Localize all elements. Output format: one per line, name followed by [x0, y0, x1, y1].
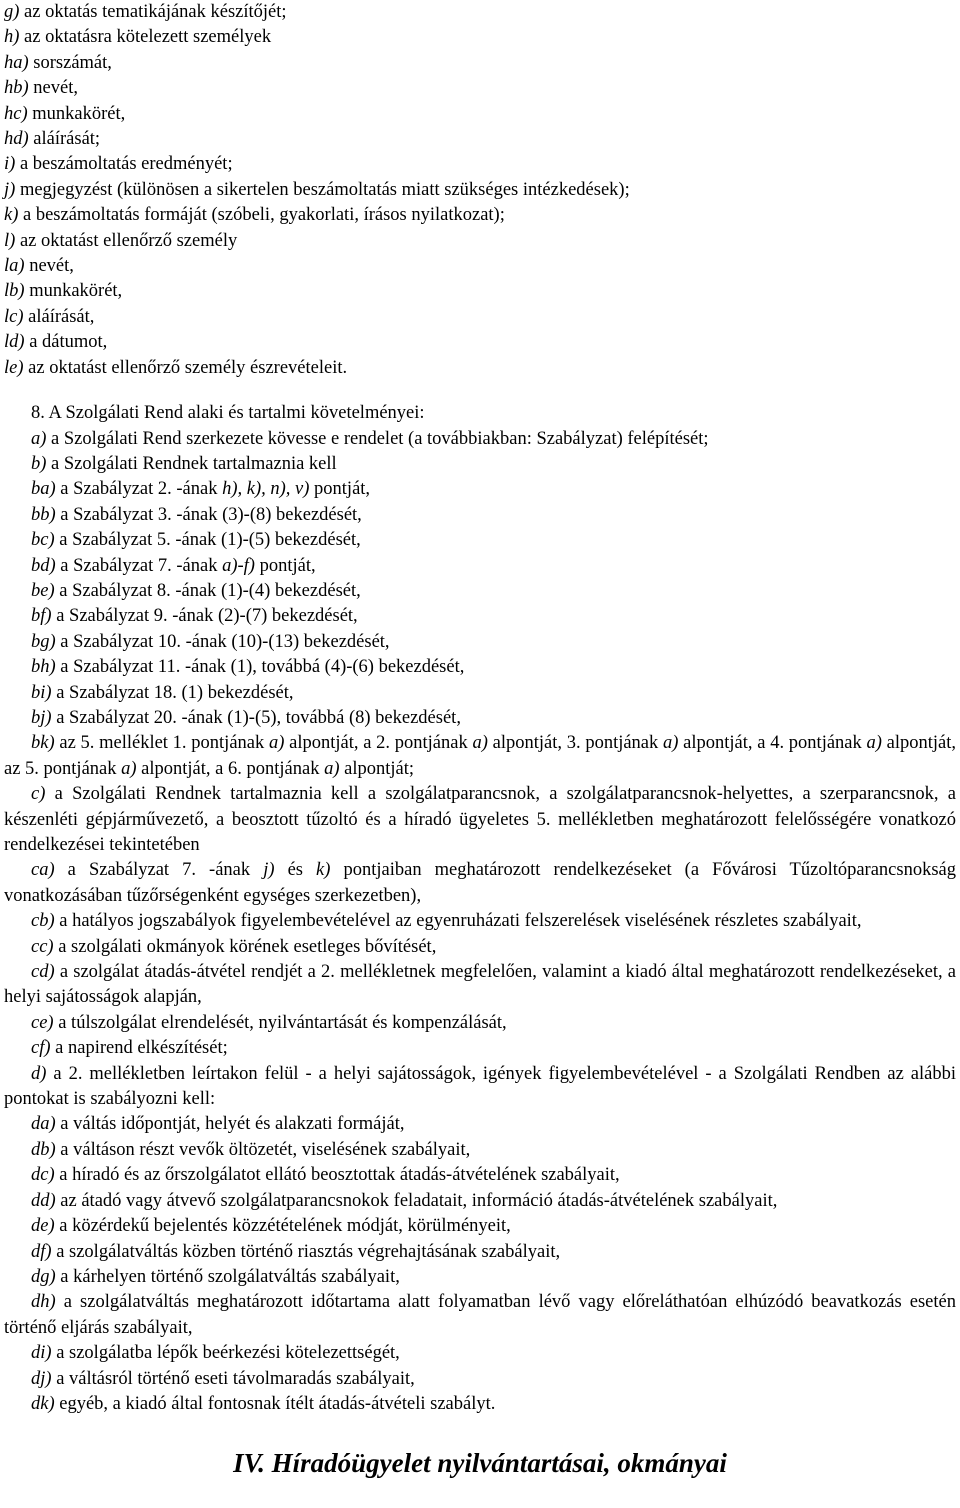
- item-da: da) a váltás időpontját, helyét és alakzati formáját,: [31, 1114, 405, 1135]
- item-dc: dc) a híradó és az őrszolgálatot ellátó beosztottak átadás-átvételének szabályait,: [31, 1165, 620, 1186]
- item-bj: bj) a Szabályzat 20. -ának (1)-(5), továbbá (8) bekezdését,: [31, 707, 461, 728]
- list-item: lc) aláírását,: [4, 306, 95, 327]
- item-bb: bb) a Szabályzat 3. -ának (3)-(8) bekezdését,: [31, 504, 362, 525]
- item-c: c) a Szolgálati Rendnek tartalmaznia kell a szolgálatparancsnok, a szolgálatparancsnok-helyettes, a szerparancsnok, a készenléti gépjárművezető, a beosztott tűzoltó és a híradó ügyeletes 5. mellékletben meghatározott felelősségére vonatkozó rendelkezései tekintetében: [4, 784, 956, 855]
- list-item: i) a beszámoltatás eredményét;: [4, 154, 233, 175]
- item-db: db) a váltáson részt vevők öltözetét, viselésének szabályait,: [31, 1139, 471, 1160]
- list-item: la) nevét,: [4, 256, 74, 277]
- list-item: l) az oktatást ellenőrző személy: [4, 230, 238, 251]
- item-bf: bf) a Szabályzat 9. -ának (2)-(7) bekezdését,: [31, 606, 358, 627]
- item-ce: ce) a túlszolgálat elrendelését, nyilvántartását és kompenzálását,: [31, 1012, 507, 1033]
- item-ba: ba) a Szabályzat 2. -ának h), k), n), v) pontját,: [31, 479, 371, 500]
- list-item: j) megjegyzést (különösen a sikertelen beszámoltatás miatt szükséges intézkedések);: [4, 179, 630, 200]
- item-dh: dh) a szolgálatváltás meghatározott időtartama alatt folyamatban lévő vagy előreláthatóan elhúzódó beavatkozás esetén történő eljárás szabályait,: [4, 1292, 956, 1338]
- item-dd: dd) az átadó vagy átvevő szolgálatparancsnokok feladatait, információ átadás-átvételének szabályait,: [31, 1190, 778, 1211]
- item-de: de) a közérdekű bejelentés közzétételének módját, körülményeit,: [31, 1216, 511, 1237]
- item-bd: bd) a Szabályzat 7. -ának a)-f) pontját,: [31, 555, 316, 576]
- list-item: ha) sorszámát,: [4, 52, 112, 73]
- item-a: a) a Szolgálati Rend szerkezete kövesse e rendelet (a továbbiakban: Szabályzat) felépítését;: [31, 428, 709, 449]
- item-bg: bg) a Szabályzat 10. -ának (10)-(13) bekezdését,: [31, 631, 390, 652]
- list-item: hc) munkakörét,: [4, 103, 126, 124]
- list-item: g) az oktatás tematikájának készítőjét;: [4, 2, 287, 22]
- list-item: lb) munkakörét,: [4, 281, 123, 302]
- item-bk: bk) az 5. melléklet 1. pontjának a) alpontját, a 2. pontjának a) alpontját, 3. pontjának a) alpontját, a 4. pontjának a) alpontját, az 5. pontjának a) alpontját, a 6. pontjának a) alpontját;: [4, 733, 957, 779]
- item-dk: dk) egyéb, a kiadó által fontosnak ítélt átadás-átvételi szabályt.: [31, 1393, 496, 1414]
- spacer: [4, 381, 956, 401]
- list-item: hd) aláírását;: [4, 129, 101, 150]
- item-b: b) a Szolgálati Rendnek tartalmaznia kell: [31, 453, 337, 474]
- item-ca: ca) a Szabályzat 7. -ának j) és k) pontjaiban meghatározott rendelkezéseket (a Fővárosi Tűzoltóparancsnokság vonatkozásában tűzőrségenként egységes szerkezetben),: [4, 860, 957, 906]
- item-d: d) a 2. mellékletben leírtakon felül - a helyi sajátosságok, igények figyelembevételével - a Szolgálati Rendben az alábbi pontokat is szabályozni kell:: [4, 1063, 956, 1110]
- item-cd: cd) a szolgálat átadás-átvétel rendjét a 2. mellékletnek megfelelően, valamint a kiadó által meghatározott rendelkezéseket, a helyi sajátosságok alapján,: [4, 962, 956, 1008]
- list-item: le) az oktatást ellenőrző személy észrevételeit.: [4, 357, 348, 378]
- item-cc: cc) a szolgálati okmányok körének esetleges bővítését,: [31, 936, 437, 957]
- list-item: h) az oktatásra kötelezett személyek: [4, 27, 272, 48]
- list-item: ld) a dátumot,: [4, 332, 108, 353]
- list-item: k) a beszámoltatás formáját (szóbeli, gyakorlati, írásos nyilatkozat);: [4, 205, 505, 226]
- item-bh: bh) a Szabályzat 11. -ának (1), továbbá (4)-(6) bekezdését,: [31, 657, 465, 678]
- item-df: df) a szolgálatváltás közben történő riasztás végrehajtásának szabályait,: [31, 1241, 561, 1262]
- item-dj: dj) a váltásról történő eseti távolmaradás szabályait,: [31, 1368, 415, 1389]
- item-dg: dg) a kárhelyen történő szolgálatváltás szabályait,: [31, 1266, 400, 1287]
- section-8: [4, 401, 956, 1417]
- item-be: be) a Szabályzat 8. -ának (1)-(4) bekezdését,: [31, 580, 361, 601]
- item-bc: bc) a Szabályzat 5. -ának (1)-(5) bekezdését,: [31, 530, 361, 551]
- item-cf: cf) a napirend elkészítését;: [31, 1038, 228, 1059]
- section-8-title: 8. A Szolgálati Rend alaki és tartalmi követelményei:: [31, 403, 425, 424]
- list-item: hb) nevét,: [4, 78, 78, 99]
- item-di: di) a szolgálatba lépők beérkezési kötelezettségét,: [31, 1343, 400, 1364]
- chapter-heading: IV. Híradóügyelet nyilvántartásai, okmányai: [233, 1448, 727, 1479]
- section-7-list: [4, 0, 956, 381]
- item-bi: bi) a Szabályzat 18. (1) bekezdését,: [31, 682, 294, 703]
- item-cb: cb) a hatályos jogszabályok figyelembevételével az egyenruházati felszerelések viselésének részletes szabályait,: [31, 911, 862, 932]
